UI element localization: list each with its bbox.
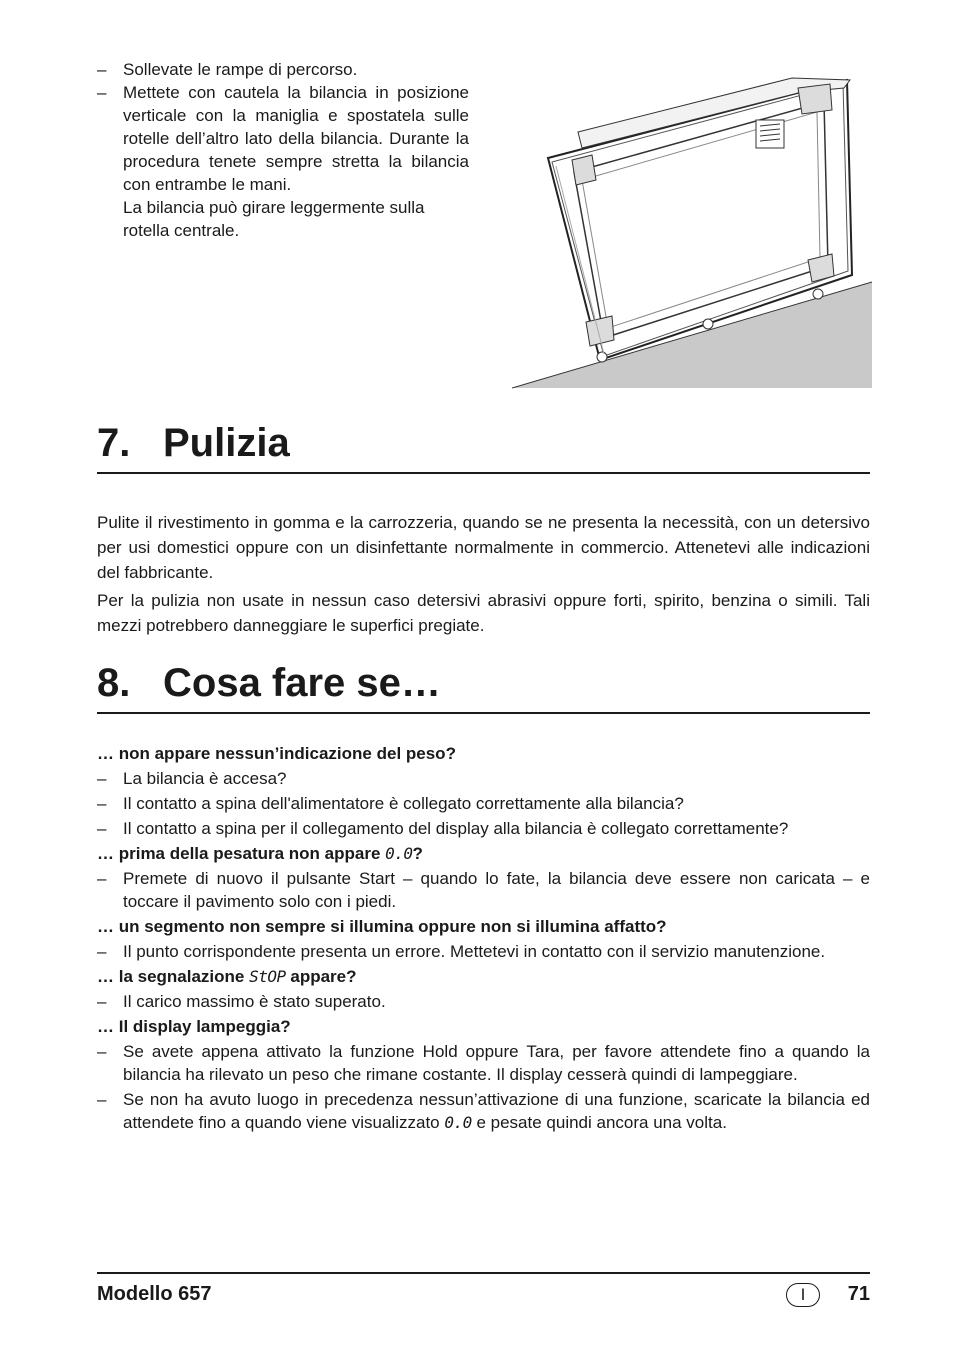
troubleshooting-list xyxy=(97,740,870,1134)
answer-text: Il punto corrispondente presenta un errore. Mettetevi in contatto con il servizio manutenzione. xyxy=(123,942,826,961)
question: … un segmento non sempre si illumina oppure non si illumina affatto? xyxy=(97,917,667,936)
list-dash: – xyxy=(97,60,107,79)
answer-text: Se non ha avuto luogo in precedenza nessun’attivazione di una funzione, scaricate la bilancia ed attendete fino a quando viene visualizzato xyxy=(123,1090,870,1132)
section-title: Pulizia xyxy=(163,421,290,465)
answer-text: La bilancia è accesa? xyxy=(123,769,287,788)
display-readout: StOP xyxy=(249,967,286,986)
question-text: … prima della pesatura non appare xyxy=(97,844,386,863)
cleaning-text xyxy=(97,510,870,641)
list-dash: – xyxy=(97,942,107,961)
page-footer xyxy=(97,1272,870,1314)
list-item xyxy=(97,81,469,196)
model-name: Modello 657 xyxy=(97,1283,212,1305)
question xyxy=(97,965,870,988)
list-dash: – xyxy=(97,1090,107,1109)
list-note: La bilancia può girare leggermente sulla rotella centrale. xyxy=(123,198,425,240)
question xyxy=(97,842,870,865)
answer xyxy=(97,767,870,790)
answer xyxy=(97,990,870,1013)
list-dash: – xyxy=(97,819,107,838)
section-number: 8. xyxy=(97,661,131,705)
answer xyxy=(97,1040,870,1086)
page-number: 71 xyxy=(847,1283,870,1305)
paragraph: Pulite il rivestimento in gomma e la carrozzeria, quando se ne presenta la necessità, con un detersivo per usi domestici oppure con un disinfettante normalmente in commercio. Attenetevi alle indicazioni del fabbricante. xyxy=(97,513,870,582)
answer-text: Il contatto a spina per il collegamento del display alla bilancia è collegato correttamente? xyxy=(123,819,789,838)
answer-text: e pesate quindi ancora una volta. xyxy=(471,1113,727,1132)
paragraph: Per la pulizia non usate in nessun caso detersivi abrasivi oppure forti, spirito, benzina o simili. Tali mezzi potrebbero danneggiare le superfici pregiate. xyxy=(97,591,870,635)
question: … Il display lampeggia? xyxy=(97,1017,291,1036)
answer-text: Il contatto a spina dell'alimentatore è collegato correttamente alla bilancia? xyxy=(123,794,684,813)
list-dash: – xyxy=(97,869,107,888)
language-badge: I xyxy=(786,1283,820,1307)
display-readout: 0.0 xyxy=(444,1113,472,1132)
answer-text: Il carico massimo è stato superato. xyxy=(123,992,386,1011)
answer xyxy=(97,940,870,963)
question-text: appare? xyxy=(285,967,357,986)
section-heading-cleaning xyxy=(97,420,870,474)
list-item-text: Sollevate le rampe di percorso. xyxy=(123,60,358,79)
answer-text: Premete di nuovo il pulsante Start – quando lo fate, la bilancia deve essere non caricata – e toccare il pavimento solo con i piedi. xyxy=(123,869,870,911)
answer-text: Se avete appena attivato la funzione Hold oppure Tara, per favore attendete fino a quando la bilancia ha rilevato un peso che rimane costante. Il display cesserà quindi di lampeggiare. xyxy=(123,1042,870,1084)
list-dash: – xyxy=(97,794,107,813)
answer xyxy=(97,1088,870,1134)
list-dash: – xyxy=(97,769,107,788)
section-number: 7. xyxy=(97,421,131,465)
section-heading-troubleshooting xyxy=(97,660,870,714)
answer xyxy=(97,867,870,913)
display-readout: 0.0 xyxy=(385,844,413,863)
list-dash: – xyxy=(97,992,107,1011)
section-title: Cosa fare se… xyxy=(163,661,441,705)
intro-instruction-list xyxy=(97,58,469,242)
question-text: ? xyxy=(412,844,423,863)
list-dash: – xyxy=(97,83,107,102)
list-item xyxy=(97,58,469,81)
question: … non appare nessun’indicazione del peso? xyxy=(97,744,456,763)
scale-upright-illustration xyxy=(512,70,872,390)
list-item-text: Mettete con cautela la bilancia in posizione verticale con la maniglia e spostatela sulle rotelle dell’altro lato della bilancia. Durante la procedura tenete sempre stretta la bilancia con entrambe le mani. xyxy=(123,83,469,194)
question-text: … la segnalazione xyxy=(97,967,250,986)
list-dash: – xyxy=(97,1042,107,1061)
answer xyxy=(97,792,870,815)
answer xyxy=(97,817,870,840)
